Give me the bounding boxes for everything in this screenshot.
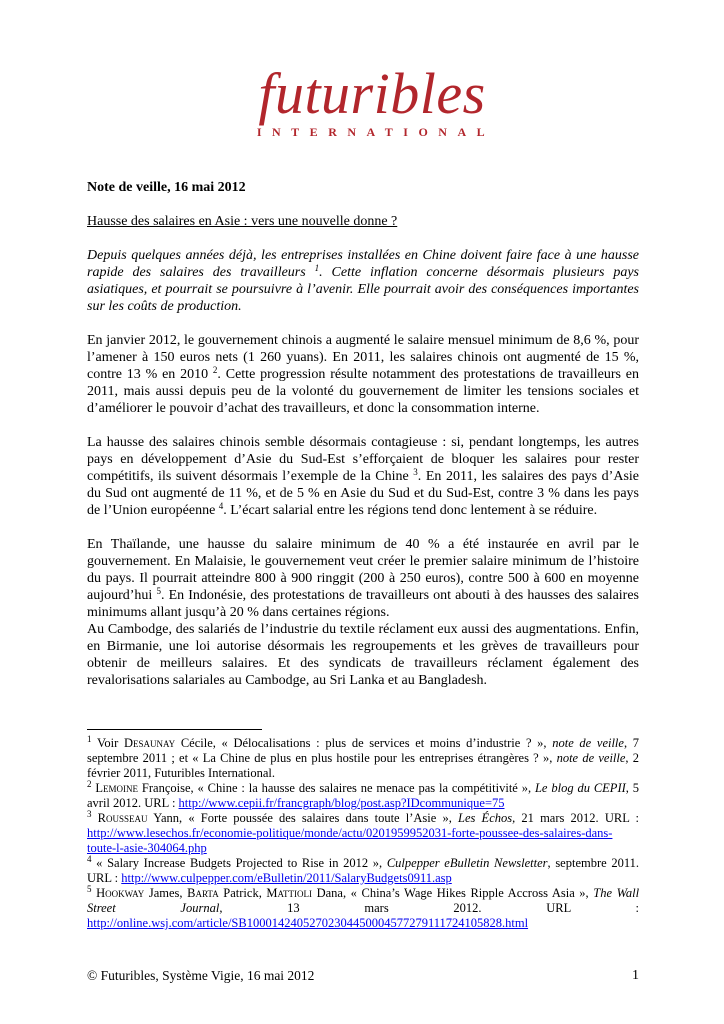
logo-wordmark: futuribles [258, 61, 486, 126]
page-number: 1 [632, 968, 639, 983]
footnote-3-link[interactable]: http://www.lesechos.fr/economie-politique/monde/actu/0201959952031-forte-poussee-des-salaires-dans-toute-l-asie-304064.php [87, 826, 613, 855]
paragraph-cambodia-burma: Au Cambodge, des salariés de l’industrie du textile réclament eux aussi des augmentations. Enfin, en Birmanie, une loi autorise désormais les regroupements et les grèves de travailleurs pour obtenir de meilleurs salaires. Et des syndicats de travailleurs réclament également des revalorisations salariales au Cambodge, au Sri Lanka et au Bangladesh. [87, 622, 639, 688]
footnote-4-link[interactable]: http://www.culpepper.com/eBulletin/2011/SalaryBudgets0911.asp [121, 871, 452, 885]
document-title: Note de veille, 16 mai 2012 [87, 180, 246, 195]
paragraph-contagion: La hausse des salaires chinois semble désormais contagieuse : si, pendant longtemps, les autres pays en développement d’Asie du Sud-Est s’efforçaient de bloquer les salaires pour rester compétitifs, ils suivent désormais l’exemple de la Chine $^3$. En 2011, les salaires des pays d’Asie du Sud ont augmenté de 11 %, et de 5 % en Asie du Sud et du Sud-Est, contre 3 % dans les pays de l’Union européenne $^4$. L’écart salarial entre les régions tend donc lentement à se réduire. [87, 435, 640, 518]
paragraph-southeast-asia: En Thaïlande, une hausse du salaire minimum de 40 % a été instaurée en avril par le gouvernement. En Malaisie, le gouvernement veut créer le premier salaire minimum de l’histoire du pays. Il pourrait atteindre 800 à 900 ringgit (200 à 250 euros), contre 500 à 600 en moyenne aujourd’hui $^5$. En Indonésie, des protestations de travailleurs ont abouti à des hausses des salaires minimums allant jusqu’à 20 % dans certaines régions. [87, 537, 640, 620]
footnote-5: $^5$ Hookway James, Barta Patrick, Mattioli Dana, « China’s Wage Hikes Ripple Accross Asia », The Wall Street Journal, 13 mars 2012. URL : http://online.wsj.com/article/SB10001424052702304450004577279111724105828.html [87, 884, 640, 930]
footnote-divider [87, 729, 262, 730]
logo-subtitle: INTERNATIONAL [256, 125, 496, 139]
document-subject: Hausse des salaires en Asie : vers une nouvelle donne ? [87, 214, 398, 229]
footnote-2: $^2$ Lemoine Françoise, « Chine : la hausse des salaires ne menace pas la compétitivité », Le blog du CEPII, 5 avril 2012. URL : http://www.cepii.fr/francgraph/blog/post.asp?IDcommunique=75 [87, 779, 640, 810]
footnote-ref-5[interactable]: 5 [156, 586, 161, 596]
footnote-ref-1[interactable]: 1 [314, 263, 320, 273]
footer-copyright: © Futuribles, Système Vigie, 16 mai 2012 [87, 968, 315, 983]
document-body [87, 179, 639, 689]
footnote-1: $^1$ Voir Desaunay Cécile, « Délocalisations : plus de services et moins d’industrie ? », note de veille, 7 septembre 2011 ; et « La Chine de plus en plus hostile pour les entreprises étrangères ? », note de veille, 2 février 2011, Futuribles International. [87, 734, 640, 780]
footnote-ref-2[interactable]: 2 [212, 365, 218, 375]
footnote-4: $^4$ « Salary Increase Budgets Projected to Rise in 2012 », Culpepper eBulletin Newsletter, septembre 2011. URL : http://www.culpepper.com/eBulletin/2011/SalaryBudgets0911.asp [87, 854, 640, 885]
futuribles-logo [232, 61, 512, 140]
footnote-5-link[interactable]: http://online.wsj.com/article/SB10001424052702304450004577279111724105828.html [87, 916, 529, 930]
footnote-2-link[interactable]: http://www.cepii.fr/francgraph/blog/post.asp?IDcommunique=75 [178, 796, 505, 810]
footnote-ref-4[interactable]: 4 [218, 501, 224, 511]
intro-paragraph: Depuis quelques années déjà, les entreprises installées en Chine doivent faire face à une hausse rapide des salaires des travailleurs $^1$. Cette inflation concerne désormais plusieurs pays asiatiques, et pourrait se poursuivre à l’avenir. Elle pourrait avoir des conséquences importantes sur les coûts de production. [87, 248, 639, 314]
page-footer [87, 968, 639, 984]
footnotes [87, 736, 639, 931]
footnote-ref-3[interactable]: 3 [413, 467, 418, 477]
paragraph-china-wages: En janvier 2012, le gouvernement chinois a augmenté le salaire mensuel minimum de 8,6 %, pour l’amener à 150 euros nets (1 260 yuans). En 2011, les salaires chinois ont augmenté de 15 %, contre 13 % en 2010 $^2$. Cette progression résulte notamment des protestations de travailleurs en 2011, mais aussi depuis peu de la volonté du gouvernement de limiter les tensions sociales et d’améliorer le pouvoir d’achat des travailleurs, et donc la consommation interne. [87, 333, 640, 416]
footnote-3: $^3$ Rousseau Yann, « Forte poussée des salaires dans toute l’Asie », Les Échos, 21 mars 2012. URL : http://www.lesechos.fr/economie-politique/monde/actu/0201959952031-forte-poussee-des-salaires-dans-toute-l-asie-304064.php [87, 809, 640, 855]
